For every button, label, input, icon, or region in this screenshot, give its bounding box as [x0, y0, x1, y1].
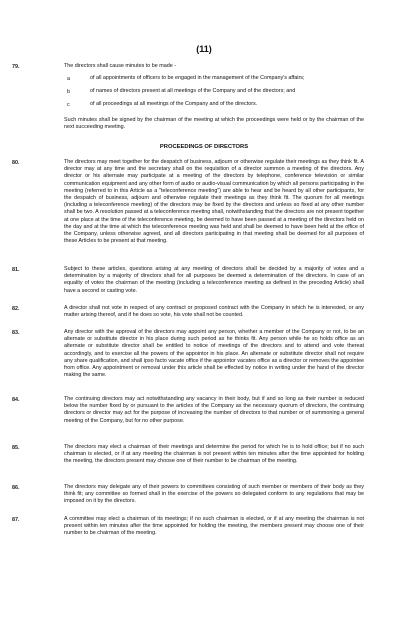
article-text: Any director with the approval of the directors may appoint any person, whether a member of the Company or not, to be an alternate or substitute director in his place during such period as he thinks fit. Any person while he so holds office as an alternate or substitute director shall be entitled to notice of meetings of the directors and to attend and vote thereat accordingly, and to exercise all the powers of the appointor in his place. An alternate or substitute director shall not require any share qualification, and shall ipso facto vacate office if the appointor vacates office as a director or removes the appointee from office. Any appointment or removal under this article shall be effected by notice in writing under the hand of the director making the same. [64, 329, 364, 379]
article-text: The continuing directors may act notwithstanding any vacancy in their body, but if and so long as their number is reduced below the number fixed by or pursuant to the articles of the Company as the necessary quorum of directors, the continuing directors or director may act for the purpose of increasing the number of directors to that number or of summoning a general meeting of the Company, but for no other purpose. [64, 396, 364, 424]
article-text: A committee may elect a chairman of its meetings; if no such chairman is elected, or if at any meeting the chairman is not present within ten minutes after the time appointed for holding the meeting, the members present may choose one of their number to be chairman of the meeting. [64, 516, 364, 537]
article-text: A director shall not vote in respect of any contract or proposed contract with the Company in which he is interested, or any matter arising thereof, and if he does so vote, his vote shall not be counted. [64, 305, 364, 319]
list-item-label: c [67, 102, 70, 108]
page-number: (11) [196, 44, 212, 54]
article-number: 84. [12, 397, 20, 403]
article-text: The directors may delegate any of their powers to committees consisting of such member or members of their body as they think fit; any committee so formed shall in the exercise of the powers so delegated conform to any regulations that may be imposed on it by the directors. [64, 484, 364, 505]
section-heading: PROCEEDINGS OF DIRECTORS [159, 144, 249, 150]
minutes-intro: The directors shall cause minutes to be made - [64, 63, 177, 69]
article-number: 81. [12, 267, 20, 273]
list-item-label: a [67, 76, 70, 82]
article-number: 86. [12, 485, 20, 491]
article-number: 79. [12, 64, 20, 70]
article-text: Subject to these articles, questions arising at any meeting of directors shall be decided by a majority of votes and a determination by a majority of directors shall for all purposes be deemed a determination of the directors. In case of an equality of votes the chairman of the meeting (including a teleconference meeting as defined in the preceding Article) shall have a second or casting vote. [64, 266, 364, 294]
article-number: 82. [12, 306, 20, 312]
article-number: 87. [12, 517, 20, 523]
list-item-text: of all proceedings at all meetings of the Company and of the directors. [90, 101, 258, 107]
list-item-label: b [67, 89, 70, 95]
article-number: 85. [12, 445, 20, 451]
article-number: 83. [12, 330, 20, 336]
list-item-text: of all appointments of officers to be engaged in the management of the Company's affairs; [90, 75, 305, 81]
article-text: The directors may meet together for the despatch of business, adjourn or otherwise regulate their meetings as they think fit. A director may at any time and the secretary shall on the requisition of a director summon a meeting of the directors. Any director or his alternate may participate at a meeting of the directors by telephone, conference television or similar communication equipment and any other form of audio or audio-visual communication by which all persons participating in the meeting (referred to in this Article as a "teleconference meeting") are able to hear and be heard by all other participants, for the despatch of business, adjourn and otherwise regulate their meetings as they think fit. The quorum for all meetings (including a teleconference meeting) of the directors may be fixed by the directors and unless so fixed at any other number shall be two. A resolution passed at a teleconference meeting shall, notwithstanding that the directors are not present together at one place at the time of the teleconference meeting, be deemed to have been passed at a meeting of the directors held on the day and at the time at which the teleconference meeting was held and shall be deemed to have been held at the office of the Company, unless otherwise agreed, and all directors participating in that meeting shall be deemed for all purposes of these Articles to be present at that meeting. [64, 159, 364, 245]
article-number: 80. [12, 160, 20, 166]
list-item-text: of names of directors present at all meetings of the Company and of the directors; and [90, 88, 296, 94]
minutes-closing: Such minutes shall be signed by the chairman of the meeting at which the proceedings were held or by the chairman of the next succeeding meeting. [64, 117, 364, 131]
article-text: The directors may elect a chairman of their meetings and determine the period for which he is to hold office; but if no such chairman is elected, or if at any meeting the chairman is not present within ten minutes after the time appointed for holding the meeting, the directors present may choose one of their number to be chairman of the meeting. [64, 444, 364, 465]
